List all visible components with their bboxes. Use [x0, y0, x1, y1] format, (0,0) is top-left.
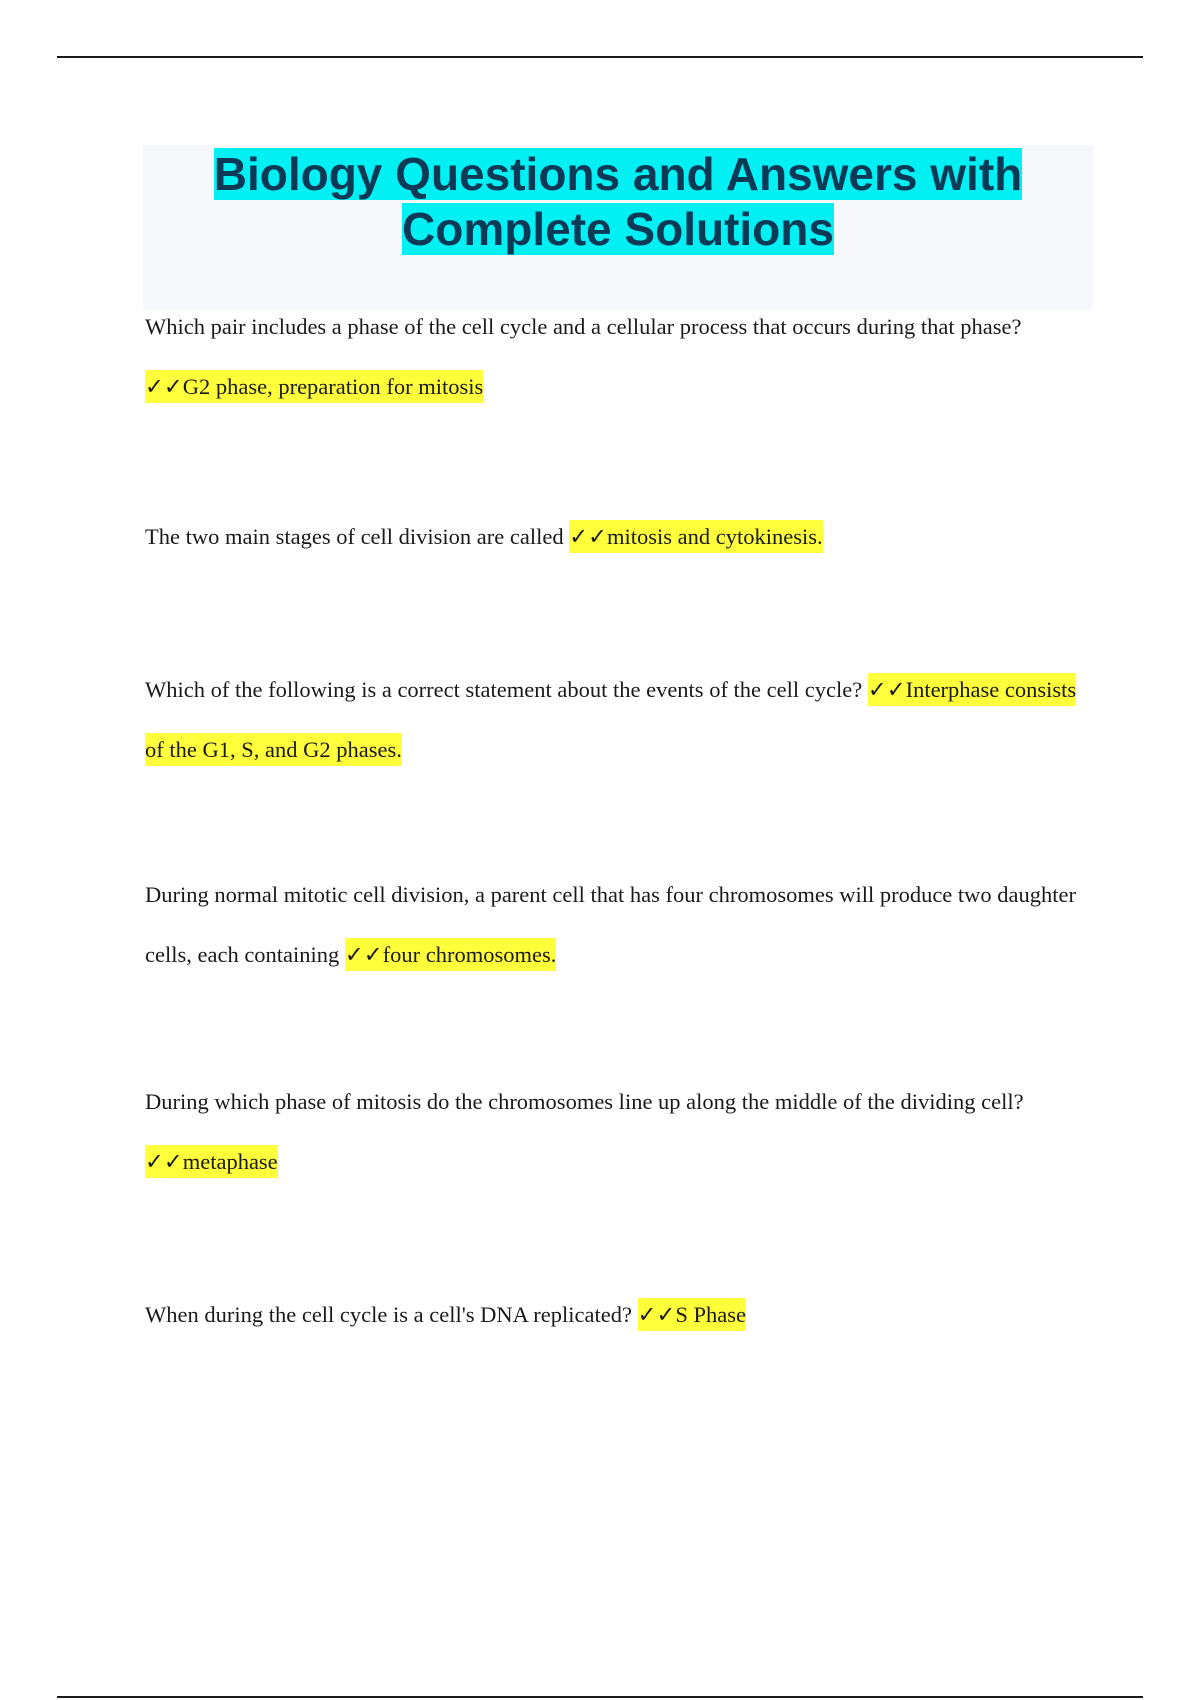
qa-item-3 — [145, 660, 1095, 780]
question-text: During normal mitotic cell division, a parent cell that has four chromosomes will produce two daughter cells, each containing — [145, 882, 1077, 967]
answer-highlight — [638, 1298, 746, 1331]
double-check-icon: ✓✓ — [637, 1302, 676, 1327]
title-line-1: Biology Questions and Answers with — [213, 148, 1023, 200]
answer-text: mitosis and cytokinesis. — [606, 524, 823, 549]
question-text: When during the cell cycle is a cell's DNA replicated? — [145, 1302, 632, 1327]
answer-text: S Phase — [675, 1302, 746, 1327]
qa-item-6 — [145, 1285, 1095, 1345]
title-block — [143, 145, 1093, 310]
question-text: During which phase of mitosis do the chromosomes line up along the middle of the dividing cell? — [145, 1089, 1024, 1114]
answer-text: Interphase consists of the G1, S, and G2 phases. — [145, 677, 1077, 762]
double-check-icon: ✓✓ — [344, 942, 383, 967]
qa-item-2 — [145, 507, 1095, 567]
page-title — [143, 145, 1093, 257]
answer-text: G2 phase, preparation for mitosis — [182, 374, 484, 399]
question-text: The two main stages of cell division are called — [145, 524, 564, 549]
title-line-2: Complete Solutions — [402, 203, 834, 255]
double-check-icon: ✓✓ — [569, 524, 607, 549]
double-check-icon: ✓✓ — [145, 1149, 183, 1174]
answer-highlight — [345, 938, 556, 971]
bottom-divider — [57, 1696, 1143, 1698]
answer-highlight — [145, 1145, 278, 1178]
top-divider — [57, 56, 1143, 58]
question-text: Which of the following is a correct statement about the events of the cell cycle? — [145, 677, 863, 702]
answer-text: four chromosomes. — [382, 942, 557, 967]
qa-item-5 — [145, 1072, 1095, 1192]
question-text: Which pair includes a phase of the cell cycle and a cellular process that occurs during that phase? — [145, 314, 1022, 339]
answer-text: metaphase — [182, 1149, 278, 1174]
qa-item-1 — [145, 297, 1095, 417]
double-check-icon: ✓✓ — [145, 374, 183, 399]
answer-highlight — [145, 370, 483, 403]
answer-highlight — [569, 520, 822, 553]
double-check-icon: ✓✓ — [867, 677, 906, 702]
qa-item-4 — [145, 865, 1095, 985]
